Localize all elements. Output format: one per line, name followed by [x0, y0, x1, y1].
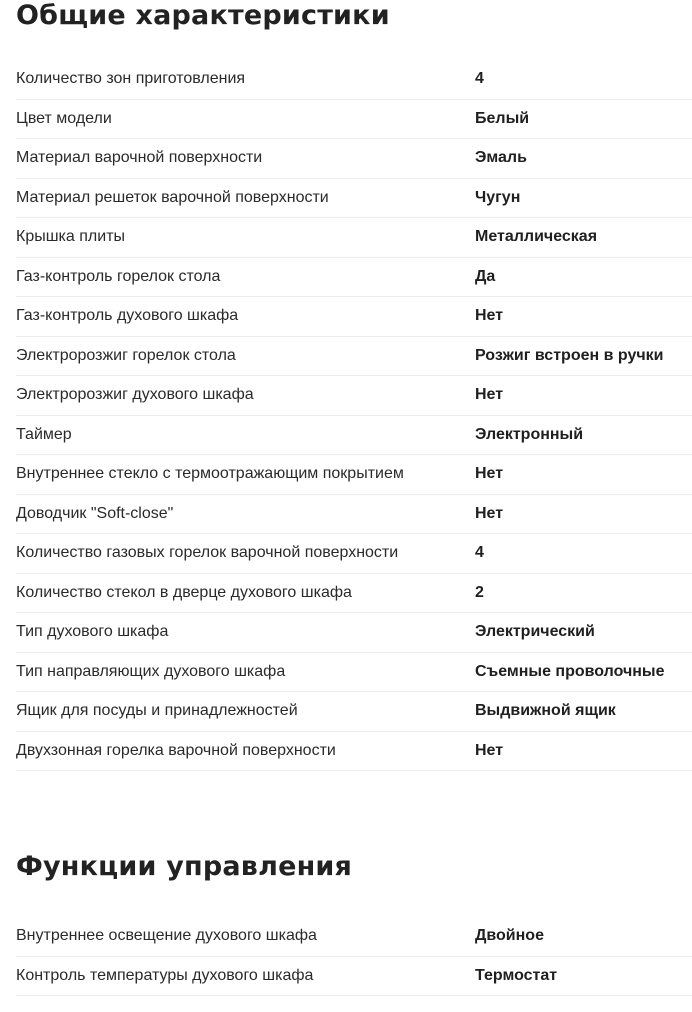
spec-list-general: [16, 60, 692, 771]
spec-value: 2: [475, 583, 484, 601]
spec-row: [16, 692, 692, 732]
spec-row: [16, 218, 692, 258]
spec-name: Внутреннее стекло с термоотражающим покрытием: [16, 465, 404, 483]
spec-name: Доводчик "Soft-close": [16, 504, 174, 522]
spec-row: [16, 337, 692, 377]
spec-name: Газ-контроль горелок стола: [16, 267, 221, 285]
spec-row: [16, 297, 692, 337]
spec-name: Крышка плиты: [16, 228, 126, 246]
spec-value: Нет: [475, 307, 504, 325]
spec-name: Количество газовых горелок варочной поверхности: [16, 544, 399, 562]
spec-value: Нет: [475, 386, 504, 404]
spec-name: Ящик для посуды и принадлежностей: [16, 702, 298, 720]
spec-list-control: [16, 917, 692, 996]
spec-value: Нет: [475, 465, 504, 483]
spec-row: [16, 60, 692, 100]
spec-value: Двойное: [475, 927, 544, 945]
spec-row: [16, 653, 692, 693]
spec-row: [16, 495, 692, 535]
spec-value: Электрический: [475, 623, 595, 641]
spec-name: Цвет модели: [16, 109, 112, 127]
spec-name: Тип направляющих духового шкафа: [16, 662, 286, 680]
section-title-control: Функции управления: [16, 851, 353, 882]
spec-value: Нет: [475, 741, 504, 759]
spec-name: Тип духового шкафа: [16, 623, 169, 641]
spec-value: Электронный: [475, 425, 584, 443]
spec-name: Внутреннее освещение духового шкафа: [16, 927, 317, 945]
spec-row: [16, 416, 692, 456]
spec-row: [16, 534, 692, 574]
spec-value: Да: [475, 267, 496, 285]
spec-row: [16, 179, 692, 219]
spec-name: Контроль температуры духового шкафа: [16, 966, 314, 984]
spec-row: [16, 732, 692, 772]
spec-row: [16, 139, 692, 179]
specifications-page: [16, 0, 692, 996]
spec-name: Количество зон приготовления: [16, 70, 246, 88]
spec-name: Материал решеток варочной поверхности: [16, 188, 329, 206]
spec-value: 4: [475, 70, 484, 88]
spec-name: Двухзонная горелка варочной поверхности: [16, 741, 336, 759]
spec-row: [16, 957, 692, 997]
spec-value: Выдвижной ящик: [475, 702, 616, 720]
spec-value: Чугун: [475, 188, 521, 206]
spec-row: [16, 613, 692, 653]
spec-row: [16, 258, 692, 298]
spec-value: Термостат: [475, 966, 558, 984]
spec-name: Электророзжиг духового шкафа: [16, 386, 254, 404]
spec-value: Белый: [475, 109, 530, 127]
section-title-general: Общие характеристики: [16, 0, 390, 31]
spec-value: 4: [475, 544, 484, 562]
spec-name: Таймер: [16, 425, 72, 443]
spec-value: Нет: [475, 504, 504, 522]
spec-name: Материал варочной поверхности: [16, 149, 263, 167]
spec-value: Эмаль: [475, 149, 527, 167]
spec-row: [16, 455, 692, 495]
spec-row: [16, 574, 692, 614]
spec-name: Количество стекол в дверце духового шкафа: [16, 583, 352, 601]
spec-row: [16, 100, 692, 140]
spec-row: [16, 917, 692, 957]
spec-name: Электророзжиг горелок стола: [16, 346, 236, 364]
control-functions-section: [16, 851, 692, 996]
spec-name: Газ-контроль духового шкафа: [16, 307, 239, 325]
spec-value: Металлическая: [475, 228, 598, 246]
spec-row: [16, 376, 692, 416]
spec-value: Съемные проволочные: [475, 662, 665, 680]
general-characteristics-section: [16, 0, 692, 771]
spec-value: Розжиг встроен в ручки: [475, 346, 664, 364]
